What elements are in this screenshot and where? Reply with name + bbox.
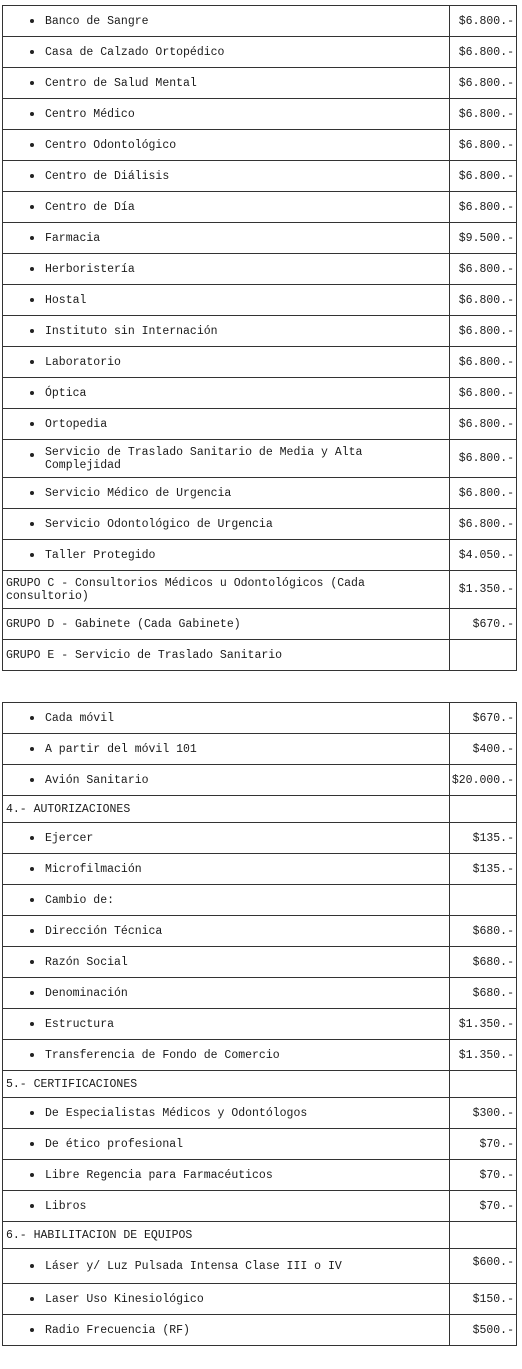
fee-row: [3, 6, 517, 37]
fee-amount: $680.-: [472, 955, 514, 969]
amount-cell: [450, 1071, 517, 1098]
bullet-icon: [30, 929, 34, 933]
group-heading: 6.- HABILITACION DE EQUIPOS: [6, 1228, 193, 1242]
fee-amount: $6.800.-: [458, 517, 514, 531]
group-heading-cell: [3, 796, 450, 823]
item-label: Láser y/ Luz Pulsada Intensa Clase III o IV: [45, 1259, 342, 1273]
amount-cell: [450, 37, 517, 68]
fee-amount: $1.350.-: [458, 1017, 514, 1031]
fee-amount: $300.-: [472, 1106, 514, 1120]
item-label-cell: [3, 885, 450, 916]
fee-amount: $70.-: [479, 1199, 514, 1213]
fee-row: [3, 1160, 517, 1191]
item-label-cell: [3, 99, 450, 130]
item-label-cell: [3, 285, 450, 316]
item-label-cell: [3, 1249, 450, 1284]
item-label: Libros: [45, 1199, 87, 1213]
amount-cell: [450, 854, 517, 885]
amount-cell: [450, 409, 517, 440]
fee-row: [3, 37, 517, 68]
item-label-cell: [3, 1040, 450, 1071]
amount-cell: [450, 99, 517, 130]
amount-cell: [450, 68, 517, 99]
item-label: Centro Odontológico: [45, 138, 177, 152]
fee-amount: $6.800.-: [458, 45, 514, 59]
amount-cell: [450, 885, 517, 916]
item-label: Cambio de:: [45, 893, 115, 907]
fee-row: [3, 609, 517, 640]
fee-row: [3, 68, 517, 99]
amount-cell: [450, 1160, 517, 1191]
fee-amount: $400.-: [472, 742, 514, 756]
fee-row: [3, 161, 517, 192]
fee-row: [3, 478, 517, 509]
bullet-icon: [30, 422, 34, 426]
fee-amount: $500.-: [472, 1323, 514, 1337]
amount-cell: [450, 823, 517, 854]
item-label: Herboristería: [45, 262, 135, 276]
fee-amount: $600.-: [472, 1256, 514, 1269]
group-heading-cell: [3, 609, 450, 640]
item-label-cell: [3, 254, 450, 285]
item-label-cell: [3, 978, 450, 1009]
item-label: Libre Regencia para Farmacéuticos: [45, 1168, 273, 1182]
item-label-cell: [3, 130, 450, 161]
item-label: Razón Social: [45, 955, 128, 969]
item-label-cell: [3, 1315, 450, 1346]
item-label-cell: [3, 854, 450, 885]
fee-amount: $1.350.-: [458, 1048, 514, 1062]
fee-row: [3, 192, 517, 223]
item-label-cell: [3, 1191, 450, 1222]
fee-amount: $6.800.-: [458, 386, 514, 400]
fee-row: [3, 1071, 517, 1098]
amount-cell: [450, 1249, 517, 1284]
bullet-icon: [30, 1264, 34, 1268]
amount-cell: [450, 1315, 517, 1346]
item-label: Transferencia de Fondo de Comercio: [45, 1048, 280, 1062]
item-label-cell: [3, 703, 450, 734]
fee-row: [3, 1040, 517, 1071]
item-label-cell: [3, 947, 450, 978]
fee-amount: $6.800.-: [458, 262, 514, 276]
fee-row: [3, 734, 517, 765]
fee-amount: $6.800.-: [458, 200, 514, 214]
fee-row: [3, 99, 517, 130]
amount-cell: [450, 378, 517, 409]
fee-amount: $6.800.-: [458, 324, 514, 338]
amount-cell: [450, 1098, 517, 1129]
item-label-cell: [3, 734, 450, 765]
amount-cell: [450, 703, 517, 734]
amount-cell: [450, 978, 517, 1009]
fee-row: [3, 1249, 517, 1284]
item-label-cell: [3, 1009, 450, 1040]
item-label: De ético profesional: [45, 1137, 184, 1151]
amount-cell: [450, 734, 517, 765]
amount-cell: [450, 1222, 517, 1249]
amount-cell: [450, 947, 517, 978]
fee-amount: $6.800.-: [458, 76, 514, 90]
fee-row: [3, 885, 517, 916]
amount-cell: [450, 765, 517, 796]
item-label: Centro de Salud Mental: [45, 76, 197, 90]
fee-amount: $6.800.-: [458, 355, 514, 369]
amount-cell: [450, 254, 517, 285]
bullet-icon: [30, 867, 34, 871]
fee-row: [3, 1191, 517, 1222]
fee-row: [3, 796, 517, 823]
group-heading-cell: [3, 640, 450, 671]
fee-amount: $6.800.-: [458, 452, 514, 465]
bullet-icon: [30, 1142, 34, 1146]
fee-row: [3, 254, 517, 285]
item-label-cell: [3, 1098, 450, 1129]
amount-cell: [450, 6, 517, 37]
bullet-icon: [30, 898, 34, 902]
amount-cell: [450, 478, 517, 509]
amount-cell: [450, 223, 517, 254]
bullet-icon: [30, 1297, 34, 1301]
item-label: Óptica: [45, 386, 87, 400]
item-label-cell: [3, 1284, 450, 1315]
bullet-icon: [30, 836, 34, 840]
item-label-cell: [3, 540, 450, 571]
item-label: Avión Sanitario: [45, 773, 149, 787]
item-label-cell: [3, 347, 450, 378]
bullet-icon: [30, 50, 34, 54]
fee-row: [3, 540, 517, 571]
bullet-icon: [30, 522, 34, 526]
item-label: Cada móvil: [45, 711, 115, 725]
item-label: Dirección Técnica: [45, 924, 163, 938]
fee-row: [3, 571, 517, 609]
item-label: Laboratorio: [45, 355, 121, 369]
fee-row: [3, 978, 517, 1009]
item-label: Banco de Sangre: [45, 14, 149, 28]
item-label: Farmacia: [45, 231, 101, 245]
item-label-cell: [3, 1129, 450, 1160]
bullet-icon: [30, 1328, 34, 1332]
bullet-icon: [30, 1204, 34, 1208]
item-label: Ortopedia: [45, 417, 108, 431]
bullet-icon: [30, 298, 34, 302]
fee-table-1: [2, 5, 517, 671]
item-label: Centro de Diálisis: [45, 169, 170, 183]
bullet-icon: [30, 491, 34, 495]
item-label: A partir del móvil 101: [45, 742, 197, 756]
item-label-cell: [3, 68, 450, 99]
fee-amount: $6.800.-: [458, 169, 514, 183]
item-label-cell: [3, 478, 450, 509]
bullet-icon: [30, 205, 34, 209]
fee-amount: $6.800.-: [458, 107, 514, 121]
bullet-icon: [30, 174, 34, 178]
fee-amount: $6.800.-: [458, 14, 514, 28]
amount-cell: [450, 130, 517, 161]
fee-amount: $135.-: [472, 831, 514, 845]
item-label: Servicio Médico de Urgencia: [45, 486, 232, 500]
fee-table-2: [2, 702, 517, 1346]
item-label: Microfilmación: [45, 862, 142, 876]
item-label-cell: [3, 823, 450, 854]
bullet-icon: [30, 19, 34, 23]
bullet-icon: [30, 81, 34, 85]
fee-amount: $6.800.-: [458, 293, 514, 307]
fee-row: [3, 440, 517, 478]
bullet-icon: [30, 329, 34, 333]
amount-cell: [450, 1284, 517, 1315]
bullet-icon: [30, 453, 34, 457]
fee-row: [3, 1284, 517, 1315]
amount-cell: [450, 571, 517, 609]
bullet-icon: [30, 267, 34, 271]
fee-amount: $1.350.-: [458, 583, 514, 596]
group-heading: 5.- CERTIFICACIONES: [6, 1077, 138, 1091]
bullet-icon: [30, 236, 34, 240]
item-label-cell: [3, 192, 450, 223]
item-label-cell: [3, 316, 450, 347]
bullet-icon: [30, 112, 34, 116]
bullet-icon: [30, 716, 34, 720]
fee-row: [3, 765, 517, 796]
fee-row: [3, 703, 517, 734]
item-label: Estructura: [45, 1017, 115, 1031]
amount-cell: [450, 1191, 517, 1222]
fee-row: [3, 1129, 517, 1160]
bullet-icon: [30, 391, 34, 395]
bullet-icon: [30, 747, 34, 751]
fee-row: [3, 916, 517, 947]
amount-cell: [450, 192, 517, 223]
amount-cell: [450, 440, 517, 478]
fee-amount: $680.-: [472, 924, 514, 938]
item-label-cell: [3, 409, 450, 440]
bullet-icon: [30, 143, 34, 147]
fee-row: [3, 1098, 517, 1129]
bullet-icon: [30, 1173, 34, 1177]
group-heading: GRUPO C - Consultorios Médicos u Odontológicos (Cada consultorio): [6, 576, 365, 603]
amount-cell: [450, 161, 517, 192]
fee-row: [3, 130, 517, 161]
fee-row: [3, 947, 517, 978]
fee-amount: $150.-: [472, 1292, 514, 1306]
item-label-cell: [3, 509, 450, 540]
amount-cell: [450, 1040, 517, 1071]
item-label-cell: [3, 378, 450, 409]
item-label: Hostal: [45, 293, 87, 307]
item-label: Laser Uso Kinesiológico: [45, 1292, 204, 1306]
fee-row: [3, 640, 517, 671]
amount-cell: [450, 509, 517, 540]
fee-row: [3, 378, 517, 409]
fee-amount: $670.-: [472, 711, 514, 725]
group-heading: 4.- AUTORIZACIONES: [6, 802, 131, 816]
item-label-cell: [3, 37, 450, 68]
item-label: Casa de Calzado Ortopédico: [45, 45, 225, 59]
group-heading-cell: [3, 571, 450, 609]
item-label-cell: [3, 440, 450, 478]
item-label: Radio Frecuencia (RF): [45, 1323, 190, 1337]
amount-cell: [450, 540, 517, 571]
fee-amount: $670.-: [472, 617, 514, 631]
item-label: Ejercer: [45, 831, 94, 845]
group-heading-cell: [3, 1071, 450, 1098]
group-heading: GRUPO D - Gabinete (Cada Gabinete): [6, 617, 241, 631]
bullet-icon: [30, 1053, 34, 1057]
fee-amount: $20.000.-: [451, 773, 514, 787]
group-heading: GRUPO E - Servicio de Traslado Sanitario: [6, 648, 283, 662]
item-label: Servicio Odontológico de Urgencia: [45, 517, 273, 531]
amount-cell: [450, 796, 517, 823]
bullet-icon: [30, 1111, 34, 1115]
fee-row: [3, 223, 517, 254]
bullet-icon: [30, 360, 34, 364]
fee-amount: $6.800.-: [458, 417, 514, 431]
item-label-cell: [3, 161, 450, 192]
amount-cell: [450, 916, 517, 947]
item-label-cell: [3, 6, 450, 37]
amount-cell: [450, 1009, 517, 1040]
amount-cell: [450, 316, 517, 347]
item-label: Instituto sin Internación: [45, 324, 218, 338]
fee-amount: $680.-: [472, 986, 514, 1000]
amount-cell: [450, 609, 517, 640]
item-label: Taller Protegido: [45, 548, 156, 562]
item-label: Centro Médico: [45, 107, 135, 121]
bullet-icon: [30, 1022, 34, 1026]
item-label: Centro de Día: [45, 200, 135, 214]
amount-cell: [450, 1129, 517, 1160]
fee-row: [3, 409, 517, 440]
fee-amount: $9.500.-: [458, 231, 514, 245]
item-label: De Especialistas Médicos y Odontólogos: [45, 1106, 308, 1120]
fee-row: [3, 1009, 517, 1040]
item-label-cell: [3, 916, 450, 947]
fee-row: [3, 509, 517, 540]
fee-row: [3, 854, 517, 885]
bullet-icon: [30, 778, 34, 782]
fee-amount: $70.-: [479, 1168, 514, 1182]
fee-amount: $135.-: [472, 862, 514, 876]
fee-amount: $6.800.-: [458, 486, 514, 500]
amount-cell: [450, 285, 517, 316]
fee-row: [3, 1315, 517, 1346]
fee-row: [3, 823, 517, 854]
fee-amount: $6.800.-: [458, 138, 514, 152]
fee-amount: $4.050.-: [458, 548, 514, 562]
bullet-icon: [30, 991, 34, 995]
group-heading-cell: [3, 1222, 450, 1249]
fee-row: [3, 285, 517, 316]
item-label-cell: [3, 765, 450, 796]
fee-row: [3, 316, 517, 347]
item-label: Denominación: [45, 986, 128, 1000]
amount-cell: [450, 347, 517, 378]
fee-row: [3, 1222, 517, 1249]
item-label: Servicio de Traslado Sanitario de Media y Alta Complejidad: [45, 445, 363, 472]
fee-amount: $70.-: [479, 1137, 514, 1151]
bullet-icon: [30, 553, 34, 557]
item-label-cell: [3, 223, 450, 254]
fee-row: [3, 347, 517, 378]
amount-cell: [450, 640, 517, 671]
item-label-cell: [3, 1160, 450, 1191]
bullet-icon: [30, 960, 34, 964]
